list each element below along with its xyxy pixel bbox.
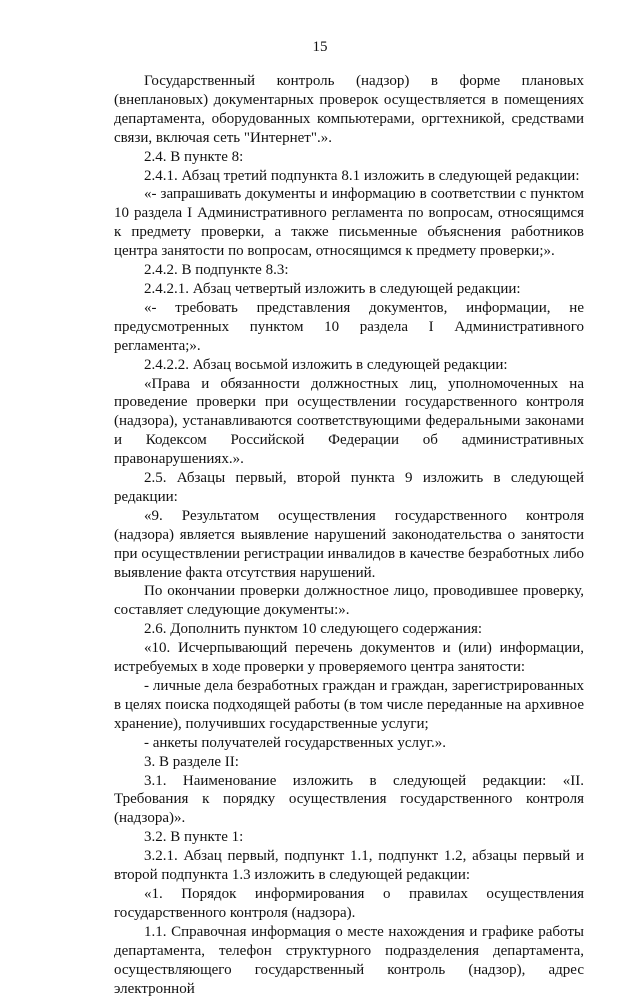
paragraph-6: 2.4.2.1. Абзац четвертый изложить в следующей редакции:: [144, 280, 521, 297]
paragraph-22: 1.1. Справочная информация о месте нахождения и графике работы департамента, телефон структурного подразделения департамента, осуществляющего государственный контроль (надзор), адрес электронной: [114, 923, 584, 997]
paragraph-14: «10. Исчерпывающий перечень документов и (или) информации, истребуемых в ходе проверки у проверяемого центра занятости:: [114, 640, 584, 676]
paragraph-20: 3.2.1. Абзац первый, подпункт 1.1, подпункт 1.2, абзацы первый и второй подпункта 1.3 изложить в следующей редакции:: [114, 848, 584, 884]
paragraph-19: 3.2. В пункте 1:: [144, 829, 244, 846]
paragraph-10: 2.5. Абзацы первый, второй пункта 9 изложить в следующей редакции:: [114, 470, 584, 505]
paragraph-12: По окончании проверки должностное лицо, проводившее проверку, составляет следующие документы:».: [114, 583, 584, 619]
paragraph-13: 2.6. Дополнить пунктом 10 следующего содержания:: [144, 621, 483, 638]
paragraph-5: 2.4.2. В подпункте 8.3:: [144, 262, 289, 279]
paragraph-8: 2.4.2.2. Абзац восьмой изложить в следующей редакции:: [144, 356, 508, 373]
paragraph-9: «Права и обязанности должностных лиц, уполномоченных на проведение проверки при осуществлении государственного контроля (надзора), устанавливаются соответствующими федеральными законами и Кодексом Российской Федерации об административных правонарушениях.».: [114, 375, 584, 468]
paragraph-2: 2.4. В пункте 8:: [144, 148, 244, 165]
paragraph-15: - личные дела безработных граждан и граждан, зарегистрированных в целях поиска подходящей работы (в том числе переданные на архивное хранение), получивших государственные услуги;: [114, 678, 584, 732]
document-body: [114, 72, 584, 998]
paragraph-7: «- требовать представления документов, информации, не предусмотренных пунктом 10 раздела I Административного регламента;».: [114, 299, 584, 354]
paragraph-21: «1. Порядок информирования о правилах осуществления государственного контроля (надзора).: [114, 885, 584, 921]
paragraph-11: «9. Результатом осуществления государственного контроля (надзора) является выявление нарушений законодательства о занятости при осуществлении регистрации инвалидов в качестве безработных либо выявление факта отсутствия нарушений.: [114, 507, 584, 581]
paragraph-18: 3.1. Наименование изложить в следующей редакции: «II. Требования к порядку осуществления государственного контроля (надзора)».: [114, 772, 584, 827]
paragraph-17: 3. В разделе II:: [144, 753, 239, 770]
paragraph-1: Государственный контроль (надзор) в форме плановых (внеплановых) документарных проверок осуществляется в помещениях департамента, оборудованных компьютерами, оргтехникой, средствами связи, включая сеть "Интернет".».: [114, 73, 584, 146]
paragraph-16: - анкеты получателей государственных услуг.».: [144, 734, 446, 751]
paragraph-3: 2.4.1. Абзац третий подпункта 8.1 изложить в следующей редакции:: [144, 167, 580, 184]
page-number: 15: [312, 39, 328, 55]
paragraph-4: «- запрашивать документы и информацию в соответствии с пунктом 10 раздела I Административного регламента по вопросам, относящимся к предмету проверки, а также письменные объяснения работников центра занятости по вопросам, относящимся к предмету проверки;».: [114, 186, 584, 260]
